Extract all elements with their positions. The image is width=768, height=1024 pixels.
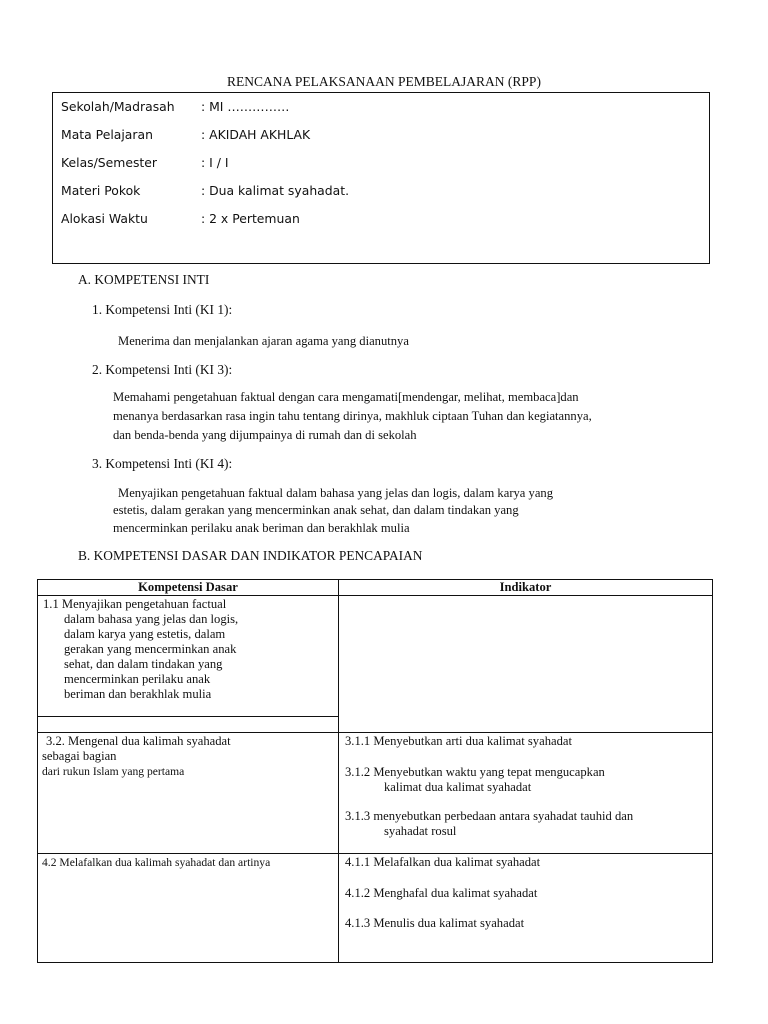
table-header-indikator: Indikator <box>499 580 552 594</box>
table-header-kd: Kompetensi Dasar <box>138 580 238 594</box>
indicator-3-1-3-cont: syahadat rosul <box>384 824 457 838</box>
indicator-3-1-2-cont: kalimat dua kalimat syahadat <box>384 780 532 794</box>
ki3-text-line1: Memahami pengetahuan faktual dengan cara mengamati[mendengar, melihat, membaca]dan <box>113 390 579 404</box>
info-value-sekolah: : MI …………… <box>201 99 290 114</box>
identity-box <box>52 92 710 264</box>
ki4-text-line1: Menyajikan pengetahuan faktual dalam bahasa yang jelas dan logis, dalam karya yang <box>118 486 554 500</box>
document-title: RENCANA PELAKSANAAN PEMBELAJARAN (RPP) <box>227 74 541 89</box>
indicator-3-1-1: 3.1.1 Menyebutkan arti dua kalimat syahadat <box>345 734 572 748</box>
ki4-text-line3: mencerminkan perilaku anak beriman dan berakhlak mulia <box>113 521 410 535</box>
kd1-line: dalam karya yang estetis, dalam <box>64 627 226 641</box>
kd3-text: 4.2 Melafalkan dua kalimah syahadat dan artinya <box>42 856 271 869</box>
ki4-label: 3. Kompetensi Inti (KI 4): <box>92 456 233 471</box>
ki3-label: 2. Kompetensi Inti (KI 3): <box>92 362 233 377</box>
ki3-text-line2: menanya berdasarkan rasa ingin tahu tentang dirinya, makhluk ciptaan Tuhan dan kegiatannya, <box>113 409 592 423</box>
info-label-sekolah: Sekolah/Madrasah <box>61 99 175 114</box>
kd-indicator-table <box>37 579 713 963</box>
table-kd1-divider <box>38 716 338 717</box>
section-b-heading: B. KOMPETENSI DASAR DAN INDIKATOR PENCAPAIAN <box>78 548 423 563</box>
table-header-divider <box>38 595 712 596</box>
kd1-line: 1.1 Menyajikan pengetahuan factual <box>43 597 227 611</box>
info-label-alokasi: Alokasi Waktu <box>61 211 148 226</box>
kd1-line: sehat, dan dalam tindakan yang <box>64 657 223 671</box>
indicator-4-1-1: 4.1.1 Melafalkan dua kalimat syahadat <box>345 855 541 869</box>
table-row1-divider <box>38 732 712 733</box>
info-label-mapel: Mata Pelajaran <box>61 127 153 142</box>
ki1-label: 1. Kompetensi Inti (KI 1): <box>92 302 233 317</box>
indicator-3-1-3: 3.1.3 menyebutkan perbedaan antara syahadat tauhid dan <box>345 809 634 823</box>
indicator-3-1-2: 3.1.2 Menyebutkan waktu yang tepat mengucapkan <box>345 765 605 779</box>
info-value-alokasi: : 2 x Pertemuan <box>201 211 300 226</box>
ki3-text-line3: dan benda-benda yang dijumpainya di rumah dan di sekolah <box>113 428 417 442</box>
table-column-divider <box>338 580 339 962</box>
indicator-4-1-2: 4.1.2 Menghafal dua kalimat syahadat <box>345 886 538 900</box>
section-a-heading: A. KOMPETENSI INTI <box>78 272 210 287</box>
kd2-line: 3.2. Mengenal dua kalimah syahadat <box>46 734 231 748</box>
ki1-text: Menerima dan menjalankan ajaran agama yang dianutnya <box>118 334 409 348</box>
indicator-4-1-3: 4.1.3 Menulis dua kalimat syahadat <box>345 916 525 930</box>
kd1-line: mencerminkan perilaku anak <box>64 672 211 686</box>
table-row2-divider <box>38 853 712 854</box>
info-label-materi: Materi Pokok <box>61 183 141 198</box>
kd1-line: beriman dan berakhlak mulia <box>64 687 212 701</box>
info-label-kelas: Kelas/Semester <box>61 155 158 170</box>
info-value-mapel: : AKIDAH AKHLAK <box>201 127 311 142</box>
kd1-line: gerakan yang mencerminkan anak <box>64 642 237 656</box>
kd2-line: sebagai bagian <box>42 749 117 763</box>
info-value-kelas: : I / I <box>201 155 229 170</box>
info-value-materi: : Dua kalimat syahadat. <box>201 183 350 198</box>
ki4-text-line2: estetis, dalam gerakan yang mencerminkan anak sehat, dan dalam tindakan yang <box>113 503 519 517</box>
kd1-line: dalam bahasa yang jelas dan logis, <box>64 612 239 626</box>
kd2-line: dari rukun Islam yang pertama <box>42 765 185 778</box>
